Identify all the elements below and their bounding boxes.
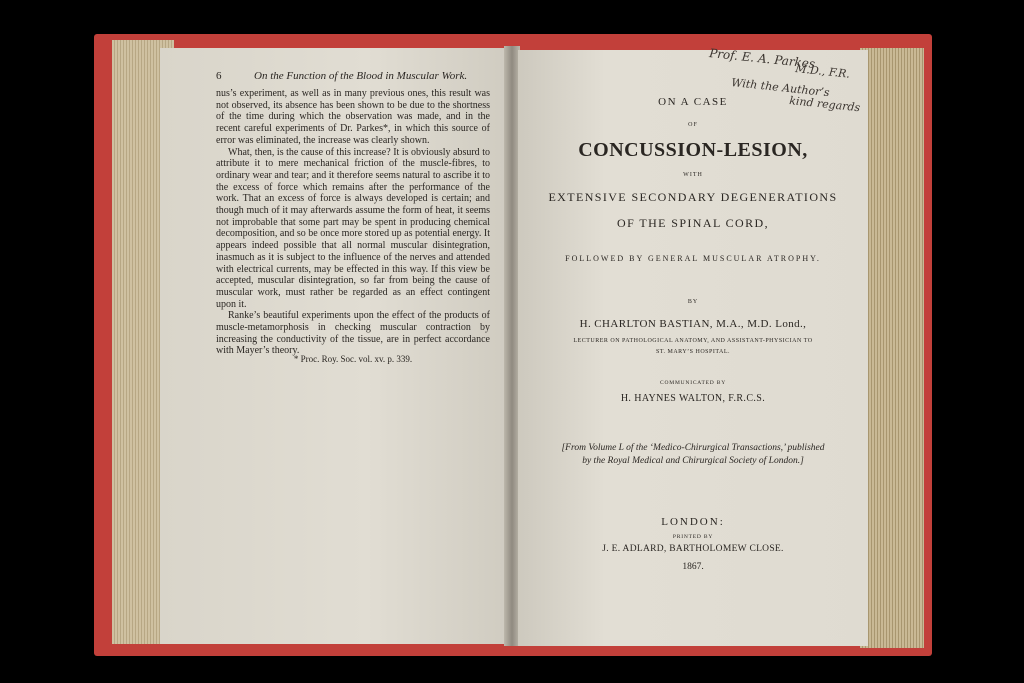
of-label: OF — [688, 122, 698, 128]
author-role: ST. MARY’S HOSPITAL. — [655, 349, 731, 355]
page-edges-right — [860, 48, 924, 648]
source-note: by the Royal Medical and Chirurgical Society of London.] — [582, 456, 804, 466]
handwritten-inscription: kind regards — [788, 94, 861, 115]
footnote: * Proc. Roy. Soc. vol. xv. p. 339. — [293, 354, 413, 364]
author-name: H. CHARLTON BASTIAN, M.A., M.D. Lond., — [579, 318, 807, 330]
body-text — [216, 88, 490, 357]
page-number: 6 — [216, 70, 222, 82]
communicator: H. HAYNES WALTON, F.R.C.S. — [620, 393, 766, 404]
author-role: LECTURER ON PATHOLOGICAL ANATOMY, AND ASSISTANT-PHYSICIAN TO — [573, 338, 813, 344]
main-title: CONCUSSION-LESION, — [578, 139, 808, 161]
handwritten-inscription: M.D., F.R. — [794, 62, 851, 81]
subtitle: OF THE SPINAL CORD, — [617, 216, 769, 230]
title-page — [518, 46, 868, 646]
paragraph: What, then, is the cause of this increase? It is obviously absurd to attribute it to mere mechanical friction of the muscle-fibres, to ordinary wear and tear; and it therefore seems natural to ascribe it to the excess of force which remains after the performance of the work. That an excess of force is always developed is certain; and though much of it may afterwards assume the form of heat, it seems not improbable that some part may be spent in producing chemical decomposition, and so be once more stored up as potential energy. It appears indeed possible that all normal muscular disintegration, inasmuch as it is subject to the influence of the nerves and attended with electrical currents, may be effected in this way. If this view be accepted, muscular disintegration, so far from being the cause of muscular work, must rather be regarded as an effect contingent upon it. — [216, 146, 490, 310]
subtitle: EXTENSIVE SECONDARY DEGENERATIONS — [548, 190, 838, 204]
running-title: On the Function of the Blood in Muscular Work. — [254, 70, 468, 82]
source-note: [From Volume L of the ‘Medico-Chirurgical Transactions,’ published — [561, 443, 825, 453]
printed-by-label: PRINTED BY — [672, 534, 714, 540]
by-label: BY — [687, 299, 699, 305]
printer: J. E. ADLARD, BARTHOLOMEW CLOSE. — [602, 544, 784, 554]
subtitle: FOLLOWED BY GENERAL MUSCULAR ATROPHY. — [565, 254, 821, 263]
left-page — [160, 48, 506, 644]
year: 1867. — [682, 562, 704, 572]
with-label: WITH — [683, 172, 703, 178]
title-line: ON A CASE — [658, 96, 728, 108]
communicated-label: COMMUNICATED BY — [660, 380, 726, 386]
handwritten-inscription: Prof. E. A. Parkes — [708, 46, 816, 72]
paragraph: Ranke’s beautiful experiments upon the effect of the products of muscle-metamorphosis in checking muscular contraction by increasing the conductivity of the tissue, are in perfect accordance with Mayer’s theory. — [216, 310, 490, 357]
imprint-city: LONDON: — [661, 516, 725, 528]
handwritten-inscription: With the Author’s — [730, 76, 831, 100]
paragraph: nus’s experiment, as well as in many previous ones, this result was not observed, its absence has been shown to be due to the shortness of the time during which the observation was made, and in the recent careful experiments of Dr. Parkes*, in which this source of error was eliminated, the increase was clearly shown. — [216, 88, 490, 146]
